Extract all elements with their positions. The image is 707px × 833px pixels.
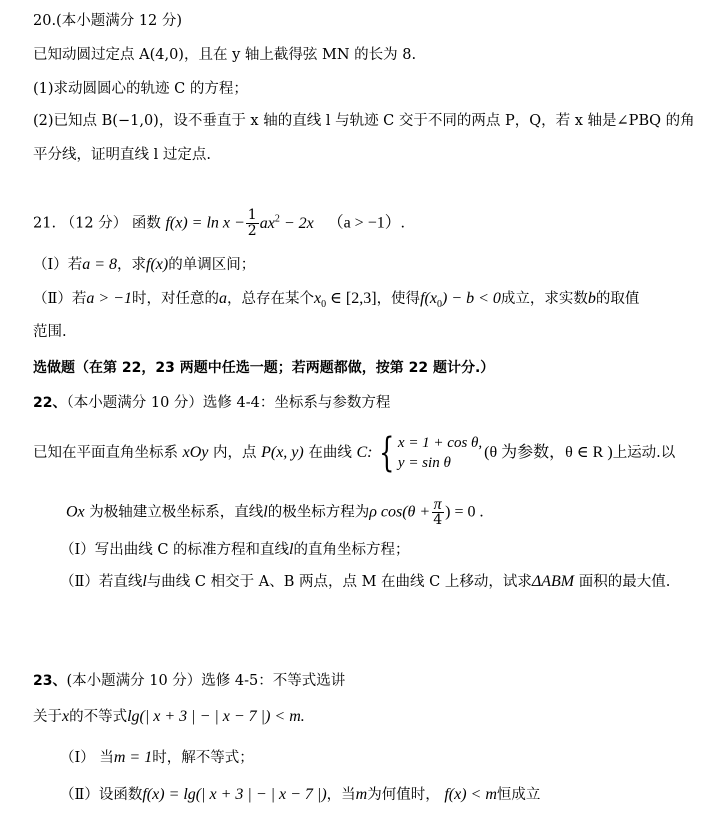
q21-condition: （a > −1）. xyxy=(327,214,405,232)
q22-stem: 已知在平面直角坐标系 xOy 内，点 P(x, y) 在曲线 C: { x = 1 + cos θ, y = sin θ (θ 为参数，θ ∈ R )上运动.以 xyxy=(33,430,676,476)
q22-header: 22、（本小题满分 10 分）选修 4-4：坐标系与参数方程 xyxy=(33,395,391,411)
q21-part1: （Ⅰ）若a = 8，求f(x)的单调区间； xyxy=(33,256,256,273)
q20-part2-line1: (2)已知点 B(−1,0)，设不垂直于 x 轴的直线 l 与轨迹 C 交于不同的两点 P，Q，若 x 轴是∠PBQ 的角 xyxy=(33,113,695,129)
q20-stem: 已知动圆过定点 A(4,0)，且在 y 轴上截得弦 MN 的长为 8. xyxy=(33,47,417,63)
q21-fraction: $\frac{1}{2}$ xyxy=(247,207,257,239)
q20-part1: (1)求动圆圆心的轨迹 C 的方程； xyxy=(33,81,248,97)
q23-stem: 关于x的不等式lg(| x + 3 | − | x − 7 |) < m. xyxy=(33,708,305,725)
q22-equation-system: { x = 1 + cos θ, y = sin θ xyxy=(379,430,483,476)
q22-part1: （Ⅰ）写出曲线 C 的标准方程和直线l的直角坐标方程； xyxy=(60,541,410,558)
q23-part1: （Ⅰ） 当m = 1时，解不等式； xyxy=(60,749,254,766)
q21-part2-line2: 范围. xyxy=(33,324,67,340)
q22-part2: （Ⅱ）若直线l与曲线 C 相交于 A、B 两点，点 M 在曲线 C 上移动，试求ΔABM 面积的最大值. xyxy=(60,573,671,590)
q20-header: 20.(本小题满分 12 分) xyxy=(33,13,183,29)
q21-header: 21. （12 分） 函数 f(x) = ln x − $\frac{1}{2}$ $ax^2 - 2x$ （a > −1）. xyxy=(33,207,405,239)
elective-heading: 选做题（在第 22，23 两题中任选一题；若两题都做，按第 22 题计分.） xyxy=(33,360,495,376)
q21-header-label: 21. （12 分） 函数 xyxy=(33,215,161,232)
q21-function: f(x) = ln x − xyxy=(165,214,245,232)
q23-header: 23、(本小题满分 10 分）选修 4-5：不等式选讲 xyxy=(33,673,346,689)
q22-stem-line2: Ox 为极轴建立极坐标系，直线l的极坐标方程为ρ cos(θ + $\frac{\pi}{4}$ ) = 0 . xyxy=(66,496,484,528)
q23-part2: （Ⅱ）设函数f(x) = lg(| x + 3 | − | x − 7 |)，当m为何值时， f(x) < m恒成立 xyxy=(60,786,541,803)
brace-icon: { xyxy=(379,430,395,476)
q21-part2-line1: （Ⅱ）若a > −1时，对任意的a，总存在某个$x_0$ ∈ [2,3]，使得$f(x_0) - b < 0$成立，求实数b的取值 xyxy=(33,290,640,311)
q20-part2-line2: 平分线，证明直线 l 过定点. xyxy=(33,147,211,163)
